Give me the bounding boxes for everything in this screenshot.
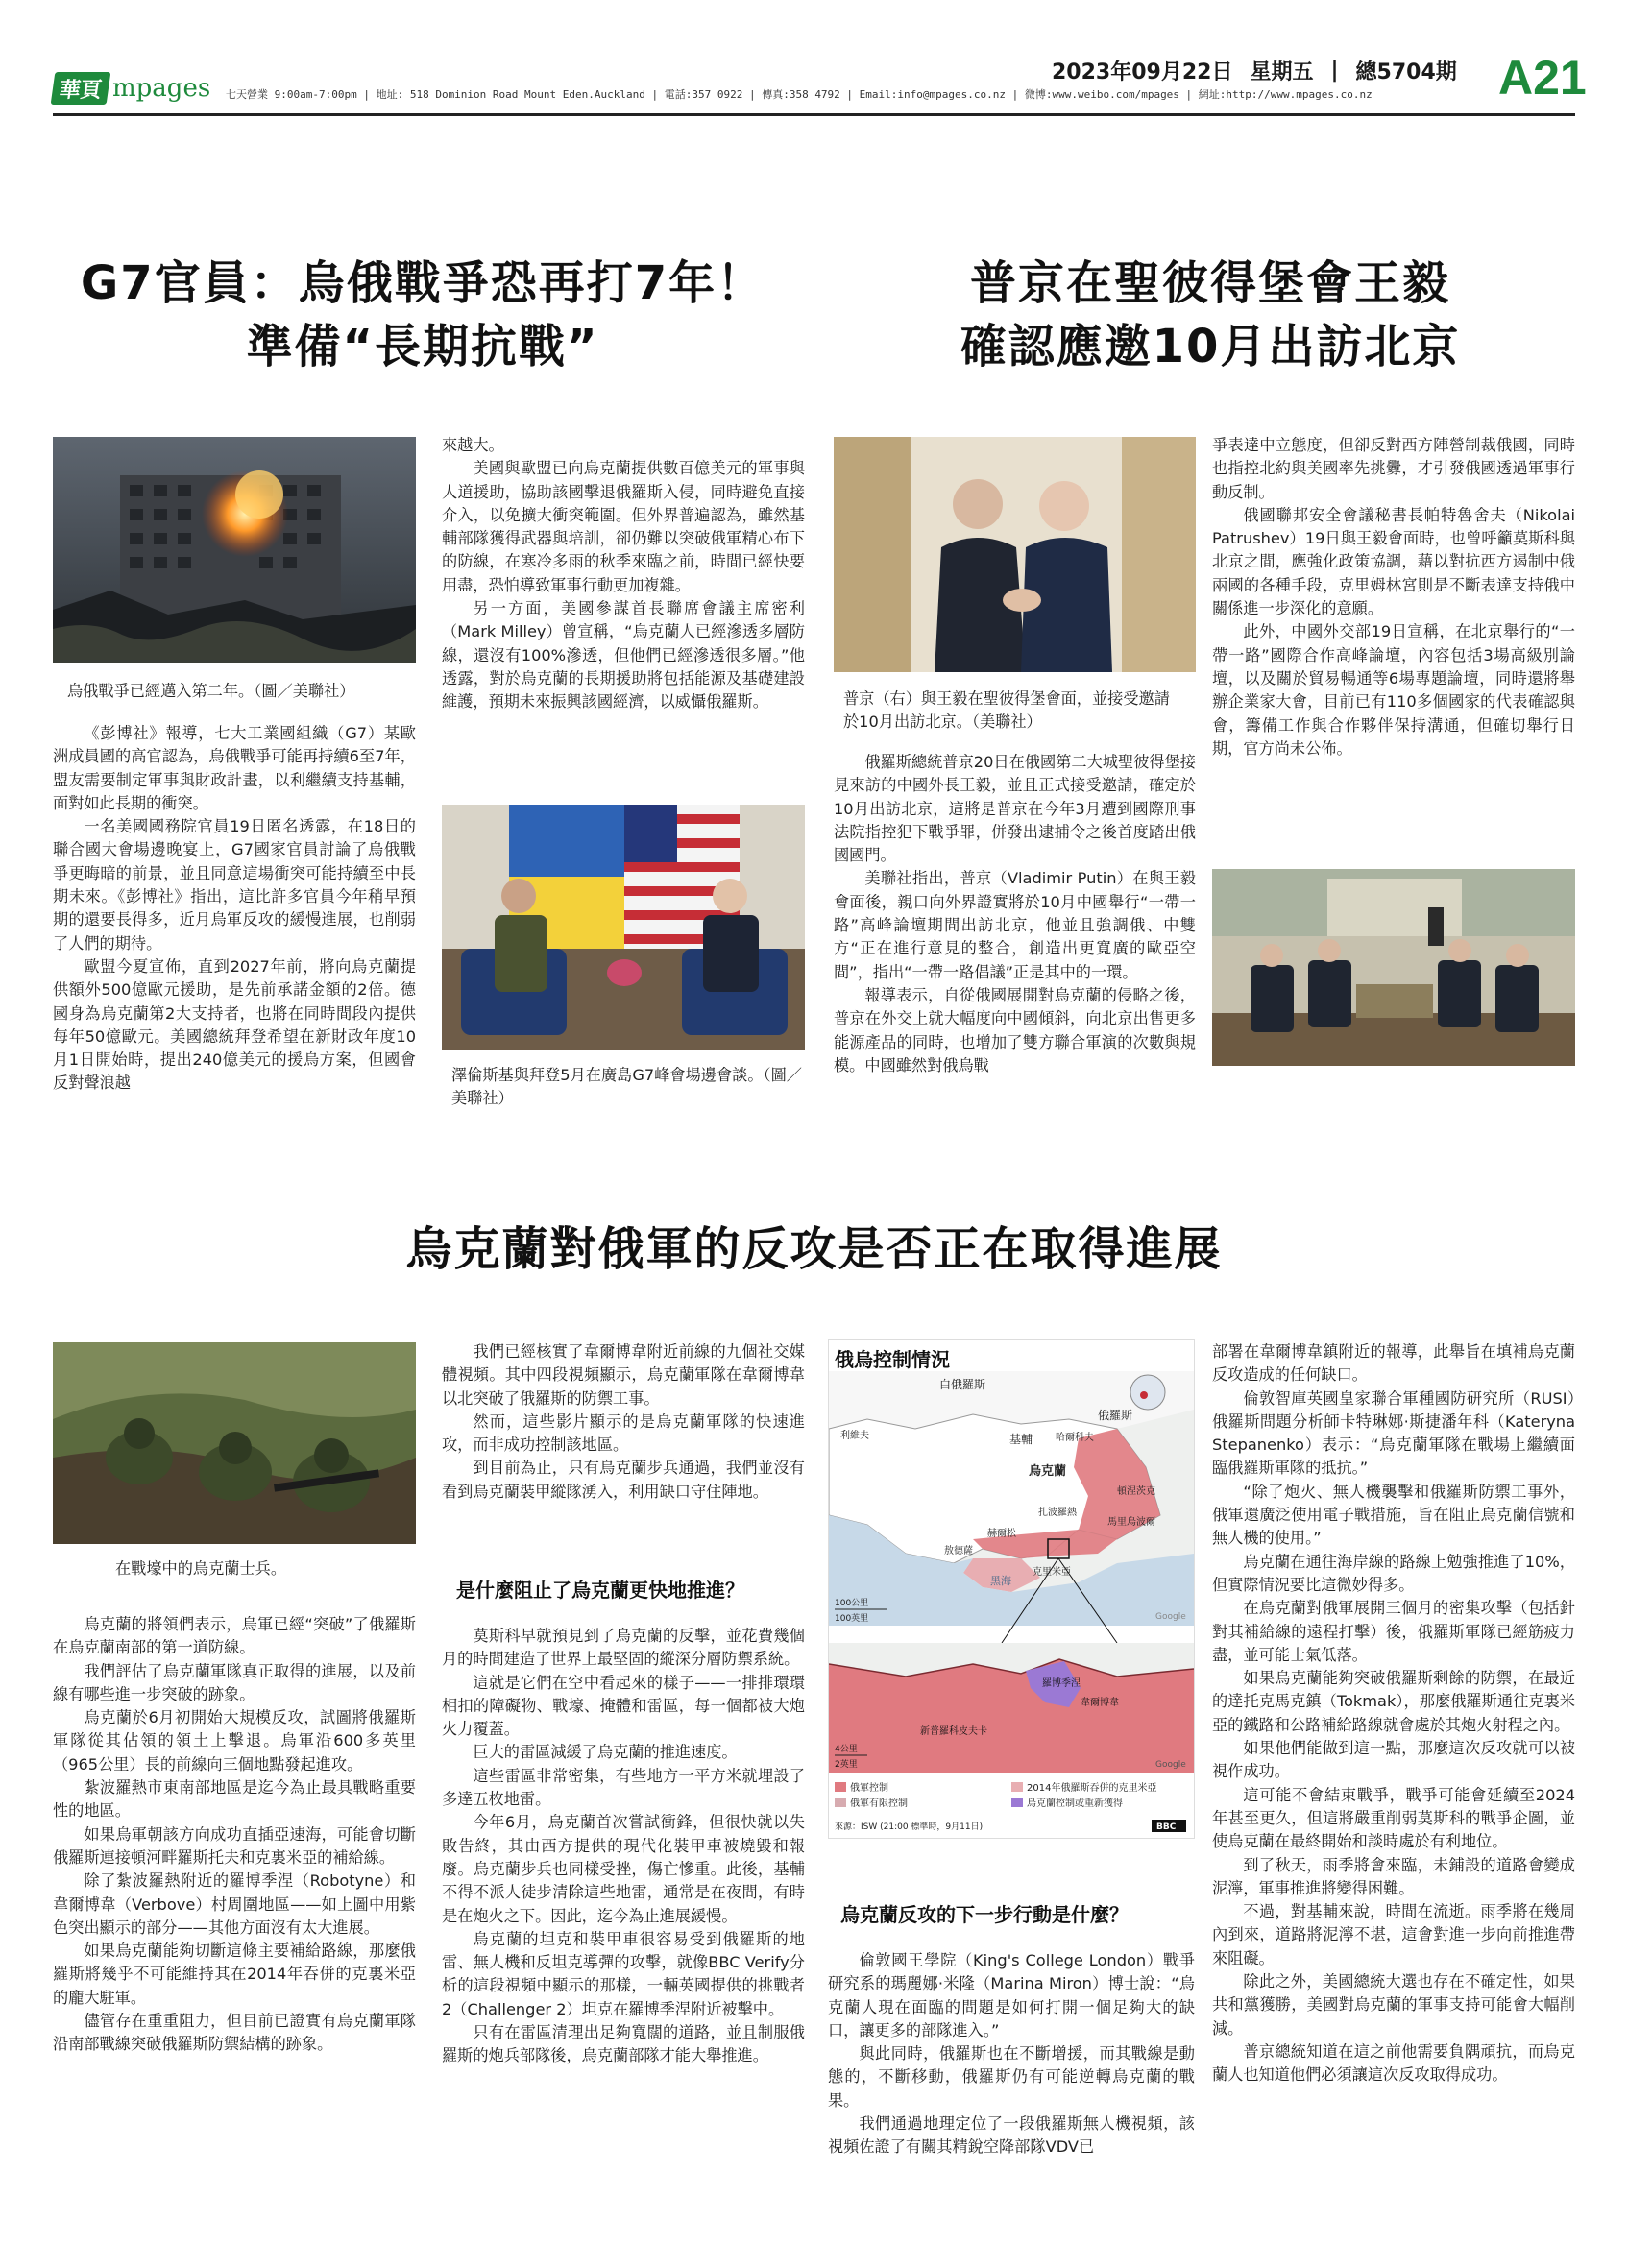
article3-col3 (828, 1949, 1195, 2159)
paragraph: “除了炮火、無人機襲擊和俄羅斯防禦工事外，俄軍還廣泛使用電子戰措施，旨在阻止烏克蘭信號和無人機的使用。” (1212, 1482, 1575, 1548)
paragraph: 烏克蘭的坦克和裝甲車很容易受到俄羅斯的地雷、無人機和反坦克導彈的攻擊，就像BBC Verify分析的這段視頻中顯示的那樣，一輛英國提供的挑戰者2（Challenger 2）坦克在羅博季涅附近被擊中。 (442, 1929, 805, 2018)
article3-headline: 烏克蘭對俄軍的反攻是否正在取得進展 (405, 1222, 1223, 1276)
header-rule (53, 113, 1575, 116)
paragraph: 不過，對基輔來說，時間在流逝。雨季將在幾周內到來，道路將泥濘不堪，這會對進一步向前推進帶來阻礙。 (1212, 1902, 1575, 1967)
map-title: 俄烏控制情況 (835, 1348, 950, 1371)
map-label-kyiv: 基輔 (1009, 1433, 1033, 1446)
paragraph: 美國與歐盟已向烏克蘭提供數百億美元的軍事與人道援助，協助該國擊退俄羅斯入侵，同時避免直接介入，以免擴大衝突範圍。但外界普遍認為，雖然基輔部隊獲得武器與培訓，卻仍難以突破俄軍精心布下的防線，在寒冷多雨的秋季來臨之前，時間已經快要用盡，恐怕導致軍事行動更加複雜。 (442, 459, 805, 594)
locator-globe (1130, 1375, 1165, 1410)
bbc-logo: BBC (1156, 1822, 1177, 1832)
article3-col2a (442, 1340, 805, 1504)
paragraph: 除了紮波羅熱附近的羅博季涅（Robotyne）和韋爾博韋（Verbove）村周圍地區——如上圖中用紫色突出顯示的部分——其他方面沒有太大進展。 (53, 1871, 416, 1937)
paragraph: 我們已經核實了韋爾博韋附近前線的九個社交媒體視頻。其中四段視頻顯示，烏克蘭軍隊在韋爾博韋以北突破了俄羅斯的防禦工事。 (442, 1342, 805, 1408)
masthead-logo (53, 69, 210, 108)
issue-number: 總5704期 (1355, 60, 1457, 84)
article2-headline (845, 252, 1575, 378)
paragraph: 除此之外，美國總統大選也存在不確定性，如果共和黨獲勝，美國對烏克蘭的軍事支持可能會大幅削減。 (1212, 1972, 1575, 2038)
map-label-robotyne: 羅博季涅 (1042, 1678, 1081, 1689)
article1-photo1-caption: 烏俄戰爭已經邁入第二年。（圖／美聯社） (67, 682, 355, 700)
inset-scale-mi: 2英里 (835, 1760, 858, 1770)
legend-label: 烏克蘭控制或重新獲得 (1027, 1798, 1123, 1809)
paragraph: 如果他們能做到這一點，那麼這次反攻就可以被視作成功。 (1212, 1739, 1575, 1781)
paragraph: 普京總統知道在這之前他需要負隅頑抗，而烏克蘭人也知道他們必須讓這次反攻取得成功。 (1212, 2041, 1575, 2085)
article1-col1 (53, 722, 416, 1096)
map-legend (835, 1781, 1186, 1832)
paragraph: 到目前為止，只有烏克蘭步兵通過，我們並沒有看到烏克蘭裝甲縱隊湧入，利用缺口守住陣地。 (442, 1459, 805, 1501)
logo-text: mpages (112, 74, 211, 103)
paragraph: 來越大。 (442, 436, 504, 454)
article1-col2 (442, 434, 805, 714)
legend-swatch-ukraine-regained (1011, 1798, 1023, 1807)
map-label-verbove: 韋爾博韋 (1081, 1698, 1119, 1708)
paragraph: 《彭博社》報導，七大工業國組織（G7）某歐洲成員國的高官認為，烏俄戰爭可能再持續6至7年，盟友需要制定軍事與財政計畫，以利繼續支持基輔，面對如此長期的衝突。 (53, 724, 416, 812)
paragraph: 與此同時，俄羅斯也在不斷增援，而其戰線是動態的，不斷移動，俄羅斯仍有可能逆轉烏克蘭的戰果。 (828, 2044, 1195, 2110)
map-label-crimea: 克里米亞 (1033, 1567, 1071, 1578)
paragraph: 俄羅斯總統普京20日在俄國第二大城聖彼得堡接見來訪的中國外長王毅，並且正式接受邀請，確定於10月出訪北京，這將是普京在今年3月遭到國際刑事法院指控犯下戰爭罪，併發出逮捕令之後首度踏出俄國國門。 (834, 753, 1196, 865)
map-label-ukraine: 烏克蘭 (1029, 1464, 1067, 1479)
article1-headline (58, 252, 788, 378)
paragraph: 俄國聯邦安全會議秘書長帕特魯舍夫（Nikolai Patrushev）19日與王毅會面時，也曾呼籲莫斯科與北京之間，應強化政策協調，藉以對抗西方遏制中俄兩國的各種手段，克里姆林宮則是不斷表達支持俄中關係進一步深化的意願。 (1212, 505, 1575, 618)
issue-date-line (1052, 56, 1457, 85)
article3-col1 (53, 1613, 416, 2057)
legend-swatch-russia-controlled (835, 1782, 846, 1792)
paragraph: 爭表達中立態度，但卻反對西方陣營制裁俄國，同時也指控北約與美國率先挑釁，才引發俄國透過軍事行動反制。 (1212, 436, 1575, 501)
inset-attribution: Google (1155, 1760, 1186, 1770)
map-attribution: Google (1155, 1612, 1186, 1622)
control-map-graphic (828, 1339, 1195, 1839)
article2-title-line2: 確認應邀10月出訪北京 (960, 320, 1461, 374)
article1-title-line2: 準備“長期抗戰” (246, 320, 599, 374)
page-number: A21 (1498, 51, 1587, 105)
article1-photo-zelensky-biden (442, 805, 805, 1050)
paragraph: 部署在韋爾博韋鎮附近的報導，此舉旨在填補烏克蘭反攻造成的任何缺口。 (1212, 1342, 1575, 1385)
paragraph: 烏克蘭的將領們表示，烏軍已經“突破”了俄羅斯在烏克蘭南部的第一道防線。 (53, 1615, 416, 1657)
article3-subhead2: 烏克蘭反攻的下一步行動是什麼？ (840, 1903, 1129, 1926)
paragraph: 如果烏軍朝該方向成功直插亞速海，可能會切斷俄羅斯連接頓河畔羅斯托夫和克裏米亞的補給線。 (53, 1824, 416, 1867)
article2-photo1-caption: 普京（右）與王毅在聖彼得堡會面，並接受邀請於10月出訪北京。（美聯社） (843, 689, 1170, 731)
article3-subhead1: 是什麼阻止了烏克蘭更快地推進？ (456, 1579, 744, 1602)
issue-date: 2023年09月22日 (1052, 60, 1233, 84)
paragraph: 歐盟今夏宣佈，直到2027年前，將向烏克蘭提供額外500億歐元援助，是先前承諾金額的2倍。德國身為烏克蘭第2大支持者，也將在同時間段內提供每年50億歐元。美國總統拜登希望在新財政年度10月1日開始時，提出240億美元的援烏方案，但國會反對聲浪越 (53, 956, 416, 1093)
paragraph: 美聯社指出，普京（Vladimir Putin）在與王毅會面後，親口向外界證實將於10月中國舉行“一帶一路”高峰論壇期間出訪北京，他並且強調俄、中雙方“正在進行意見的整合，創造出更寬廣的歐亞空間”，指出“一帶一路倡議”正是其中的一環。 (834, 869, 1196, 981)
legend-label: 俄軍控制 (850, 1783, 888, 1794)
paragraph: 巨大的雷區減緩了烏克蘭的推進速度。 (473, 1743, 738, 1762)
article2-col1 (834, 751, 1196, 1077)
legend-swatch-limited (835, 1798, 846, 1807)
paragraph: 一名美國國務院官員19日匿名透露，在18日的聯合國大會場邊晚宴上，G7國家官員討論了烏俄戰爭更晦暗的前景，並且同意這場衝突可能持續至中長期未來。《彭博社》指出，這比許多官員今年稍早預期的還要長得多，近月烏軍反攻的緩慢進展，也削弱了人們的期待。 (53, 817, 416, 953)
paragraph: 只有在雷區清理出足夠寬闊的道路，並且制服俄羅斯的炮兵部隊後，烏克蘭部隊才能大舉推進。 (442, 2023, 805, 2065)
map-scale-km: 100公里 (835, 1599, 869, 1608)
paragraph: 我們評估了烏克蘭軍隊真正取得的進展，以及前線有哪些進一步突破的跡象。 (53, 1661, 416, 1703)
paragraph: 烏克蘭在通往海岸線的路線上勉強推進了10%，但實際情況要比這微妙得多。 (1212, 1552, 1575, 1594)
map-label-russia: 俄羅斯 (1098, 1409, 1133, 1422)
map-label-lviv: 利維夫 (840, 1431, 869, 1441)
article3-col2b (442, 1625, 805, 2068)
inset-scale-km: 4公里 (835, 1745, 858, 1754)
paragraph: 倫敦國王學院（King's College London）戰爭研究系的瑪麗娜·米隆（Marina Miron）博士說：“烏克蘭人現在面臨的問題是如何打開一個足夠大的缺口，讓更多的部隊進入。” (828, 1951, 1195, 2039)
paragraph: 這就是它們在空中看起來的樣子——一排排環環相扣的障礙物、戰壕、掩體和雷區，每一個都被大炮火力覆蓋。 (442, 1673, 805, 1739)
paragraph: 另一方面，美國參謀首長聯席會議主席密利（Mark Milley）曾宣稱，“烏克蘭人已經滲透多層防線，還沒有100%滲透，但他們已經滲透很多層。”他透露，對於烏克蘭的長期援助將包括能源及基礎建設維護，預期未來振興該國經濟，以威懾俄羅斯。 (442, 599, 805, 712)
paragraph: 如果烏克蘭能夠切斷這條主要補給路線，那麼俄羅斯將幾乎不可能維持其在2014年吞併的克裏米亞的龐大駐軍。 (53, 1942, 416, 2007)
map-label-belarus: 白俄羅斯 (939, 1378, 986, 1391)
map-label-novoprokopivka: 新普羅科皮夫卡 (920, 1726, 987, 1737)
legend-label: 2014年俄羅斯吞併的克里米亞 (1027, 1783, 1157, 1794)
masthead-info: 七天營業 9:00am-7:00pm | 地址: 518 Dominion Road Mount Eden.Auckland | 電話:357 0922 | 傳真:358 4792 | Email:info@mpages.co.nz | 微博:www.weibo.com/mpages | 網址:http://www.mpages.co.nz (226, 88, 1373, 101)
article1-photo-explosion (53, 437, 416, 663)
paragraph: 然而，這些影片顯示的是烏克蘭軍隊的快速進攻，而非成功控制該地區。 (442, 1411, 805, 1455)
legend-label: 俄軍有限控制 (850, 1798, 908, 1809)
map-scale-mi: 100英里 (835, 1614, 869, 1624)
paragraph: 儘管存在重重阻力，但目前已證實有烏克蘭軍隊沿南部戰線突破俄羅斯防禦結構的跡象。 (53, 2012, 416, 2054)
paragraph: 如果烏克蘭能夠突破俄羅斯剩餘的防禦，在最近的達托克馬克鎮（Tokmak），那麼俄羅斯通往克裏米亞的鐵路和公路補給路線就會處於其炮火射程之內。 (1212, 1669, 1575, 1734)
article3-col4 (1212, 1340, 1575, 2087)
logo-mark: 華頁 (51, 72, 111, 105)
paragraph: 我們通過地理定位了一段俄羅斯無人機視頻，該視頻佐證了有關其精銳空降部隊VDV已 (828, 2114, 1195, 2157)
article3-photo-soldiers (53, 1342, 416, 1544)
map-label-donetsk: 頓涅茨克 (1117, 1486, 1155, 1497)
map-label-mariupol: 馬里烏波爾 (1107, 1517, 1155, 1528)
paragraph: 倫敦智庫英國皇家聯合軍種國防研究所（RUSI）俄羅斯問題分析師卡特琳娜·斯捷潘年科（Kateryna Stepanenko）表示：“烏克蘭軍隊在戰場上繼續面臨俄羅斯軍隊的抵抗。” (1212, 1388, 1575, 1478)
article2-col2 (1212, 434, 1575, 760)
paragraph: 莫斯科早就預見到了烏克蘭的反擊，並花費幾個月的時間建造了世界上最堅固的縱深分層防禦系統。 (442, 1627, 805, 1669)
map-label-odesa: 敖德薩 (944, 1546, 973, 1556)
issue-weekday: 星期五 (1250, 60, 1314, 84)
paragraph: 烏克蘭於6月初開始大規模反攻，試圖將俄羅斯軍隊從其佔領的領土上擊退。烏軍沿600多英里（965公里）長的前線向三個地點發起進攻。 (53, 1708, 416, 1773)
map-label-kherson: 赫爾松 (987, 1529, 1016, 1539)
article3-photo1-caption: 在戰壕中的烏克蘭士兵。 (115, 1559, 287, 1578)
article2-title-line1: 普京在聖彼得堡會王毅 (969, 256, 1450, 310)
article2-photo-meeting (1212, 869, 1575, 1066)
paragraph: 這些雷區非常密集，有些地方一平方米就埋設了多達五枚地雷。 (442, 1766, 805, 1809)
paragraph: 在烏克蘭對俄軍展開三個月的密集攻擊（包括針對其補給線的遠程打擊）後，俄羅斯軍隊已經筋疲力盡，並可能士氣低落。 (1212, 1599, 1575, 1664)
paragraph: 這可能不會結束戰爭，戰爭可能會延續至2024年甚至更久，但這將嚴重削弱莫斯科的戰爭企圖，並使烏克蘭在最終開始和談時處於有利地位。 (1212, 1785, 1575, 1851)
article2-photo-putin-wangyi (834, 437, 1196, 672)
map-label-zaporizhzhia: 扎波羅熱 (1038, 1508, 1077, 1518)
issue-separator: | (1330, 59, 1339, 83)
map-label-black-sea: 黑海 (990, 1575, 1011, 1587)
paragraph: 報導表示，自從俄國展開對烏克蘭的侵略之後，普京在外交上就大幅度向中國傾斜，向北京出售更多能源產品的同時，也增加了雙方聯合軍演的次數與規模。中國雖然對俄烏戰 (834, 985, 1196, 1074)
article1-photo2-caption: 澤倫斯基與拜登5月在廣島G7峰會場邊會談。（圖／美聯社） (451, 1066, 802, 1107)
paragraph: 此外，中國外交部19日宣稱，在北京舉行的“一帶一路”國際合作高峰論壇，內容包括3場高級別論壇，以及關於貿易暢通等6場專題論壇，同時還將舉辦企業家大會，目前已有110多個國家的代表確認與會，籌備工作與合作夥伴保持溝通，但確切舉行日期，官方尚未公佈。 (1212, 622, 1575, 758)
paragraph: 今年6月，烏克蘭首次嘗試衝鋒，但很快就以失敗告終，其由西方提供的現代化裝甲車被燒毀和報廢。烏克蘭步兵也同樣受挫，傷亡慘重。此後，基輔不得不派人徒步清除這些地雷，通常是在夜間，有時是在炮火之下。因此，迄今為止進展緩慢。 (442, 1813, 805, 1925)
article1-title-line1: G7官員：烏俄戰爭恐再打7年！ (80, 256, 765, 310)
map-label-kharkiv: 哈爾科夫 (1056, 1433, 1094, 1443)
legend-swatch-crimea (1011, 1782, 1023, 1792)
paragraph: 紮波羅熱市東南部地區是迄今為止最具戰略重要性的地區。 (53, 1778, 416, 1821)
map-source: 來源：ISW (21:00 標準時，9月11日) (835, 1822, 984, 1832)
paragraph: 到了秋天，雨季將會來臨，未鋪設的道路會變成泥濘，軍事推進將變得困難。 (1212, 1855, 1575, 1897)
